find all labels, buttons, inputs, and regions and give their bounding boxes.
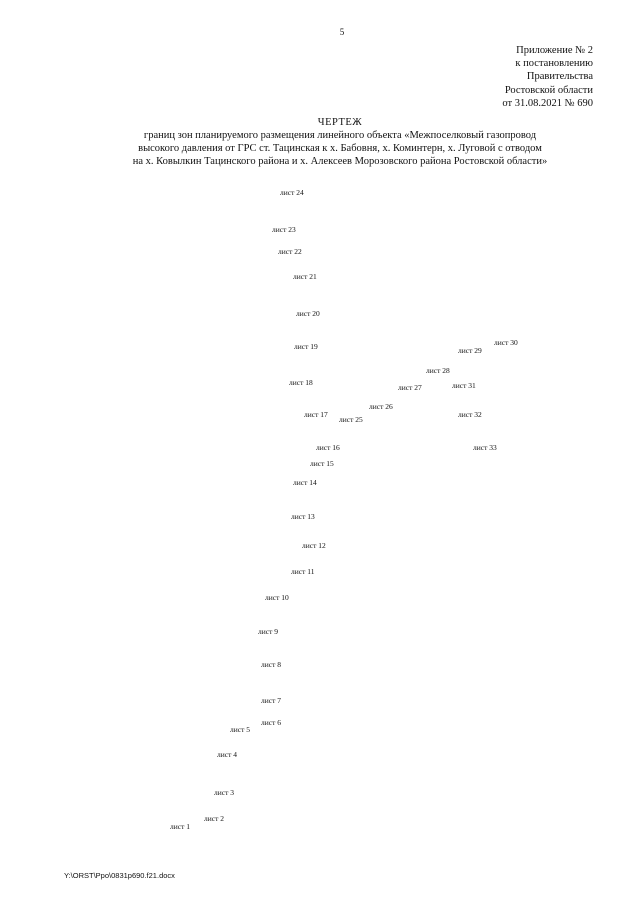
title-heading: ЧЕРТЕЖ [317, 117, 363, 128]
sheet-label-7: лист 7 [261, 696, 281, 705]
approval-line-5: от 31.08.2021 № 690 [502, 97, 593, 109]
sheet-label-22: лист 22 [278, 247, 302, 256]
sheet-label-11: лист 11 [291, 567, 315, 576]
sheet-label-5: лист 5 [230, 725, 250, 734]
sheet-label-14: лист 14 [293, 478, 317, 487]
sheet-label-33: лист 33 [473, 443, 497, 452]
sheet-label-18: лист 18 [289, 378, 313, 387]
sheet-label-8: лист 8 [261, 660, 281, 669]
approval-line-1: Приложение № 2 [516, 45, 593, 56]
sheet-label-27: лист 27 [398, 383, 422, 392]
approval-line-2: к постановлению [515, 58, 593, 70]
sheet-label-9: лист 9 [258, 627, 278, 636]
sheet-label-25: лист 25 [339, 415, 363, 424]
sheet-label-4: лист 4 [217, 750, 237, 759]
sheet-label-15: лист 15 [310, 459, 334, 468]
title-line-1: границ зон планируемого размещения линейного объекта «Межпоселковый газопровод [143, 130, 537, 141]
sheet-label-28: лист 28 [426, 366, 450, 375]
sheet-label-23: лист 23 [272, 225, 296, 234]
sheet-label-29: лист 29 [458, 346, 482, 355]
sheet-label-13: лист 13 [291, 512, 315, 521]
sheet-label-10: лист 10 [265, 593, 289, 602]
sheet-label-1: лист 1 [170, 822, 190, 831]
sheet-label-32: лист 32 [458, 410, 482, 419]
sheet-label-30: лист 30 [494, 338, 518, 347]
approval-line-4: Ростовской области [504, 84, 593, 96]
sheet-label-20: лист 20 [296, 309, 320, 318]
sheet-label-19: лист 19 [294, 342, 318, 351]
sheet-label-17: лист 17 [304, 410, 328, 419]
sheet-label-3: лист 3 [214, 788, 234, 797]
file-path-footer: Y:\ORST\Ppo\0831p690.f21.docx [64, 871, 175, 880]
sheet-label-26: лист 26 [369, 402, 393, 411]
approval-line-3: Правительства [526, 71, 593, 83]
sheet-label-2: лист 2 [204, 814, 224, 823]
page-number: 5 [339, 27, 345, 37]
sheet-label-12: лист 12 [302, 541, 326, 550]
sheet-label-24: лист 24 [280, 188, 304, 197]
sheet-label-16: лист 16 [316, 443, 340, 452]
sheet-label-31: лист 31 [452, 381, 476, 390]
sheet-label-6: лист 6 [261, 718, 281, 727]
title-line-3: на х. Ковылкин Тацинского района и х. Алексеев Морозовского района Ростовской области» [132, 156, 548, 167]
approval-stamp [413, 44, 593, 110]
title-line-2: высокого давления от ГРС ст. Тацинская к х. Бабовня, х. Коминтерн, х. Луговой с отводом [138, 143, 542, 154]
document-title [60, 116, 620, 168]
sheet-label-21: лист 21 [293, 272, 317, 281]
